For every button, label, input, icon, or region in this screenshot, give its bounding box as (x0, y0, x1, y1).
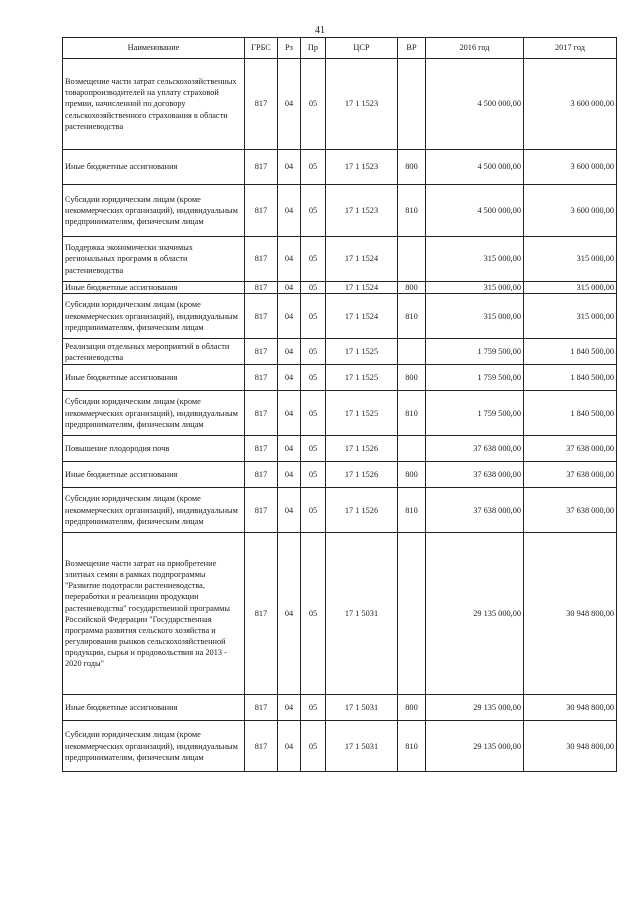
row-amount-2016: 1 759 500,00 (426, 391, 524, 436)
row-csr: 17 1 1526 (326, 462, 398, 488)
row-rz: 04 (278, 59, 301, 150)
row-name: Субсидии юридическим лицам (кроме некоммерческих организаций), индивидуальным предпринимателям, физическим лицам (63, 185, 245, 237)
table-body (63, 59, 617, 772)
row-grbs: 817 (245, 150, 278, 185)
row-vr (398, 436, 426, 462)
row-amount-2016: 4 500 000,00 (426, 59, 524, 150)
table-row (63, 436, 617, 462)
table-row (63, 339, 617, 365)
row-rz: 04 (278, 237, 301, 282)
row-name: Иные бюджетные ассигнования (63, 695, 245, 721)
row-vr: 810 (398, 721, 426, 772)
row-vr: 810 (398, 185, 426, 237)
row-name: Субсидии юридическим лицам (кроме некоммерческих организаций), индивидуальным предпринимателям, физическим лицам (63, 391, 245, 436)
row-amount-2017: 37 638 000,00 (524, 488, 617, 533)
row-vr: 800 (398, 695, 426, 721)
row-rz: 04 (278, 695, 301, 721)
row-grbs: 817 (245, 533, 278, 695)
row-name: Субсидии юридическим лицам (кроме некоммерческих организаций), индивидуальным предпринимателям, физическим лицам (63, 294, 245, 339)
row-pr: 05 (301, 721, 326, 772)
table-row (63, 365, 617, 391)
row-rz: 04 (278, 436, 301, 462)
row-grbs: 817 (245, 391, 278, 436)
row-rz: 04 (278, 294, 301, 339)
row-pr: 05 (301, 391, 326, 436)
row-pr: 05 (301, 185, 326, 237)
row-rz: 04 (278, 150, 301, 185)
row-vr (398, 237, 426, 282)
row-grbs: 817 (245, 721, 278, 772)
row-grbs: 817 (245, 59, 278, 150)
row-name: Иные бюджетные ассигнования (63, 150, 245, 185)
row-amount-2016: 37 638 000,00 (426, 488, 524, 533)
row-amount-2017: 3 600 000,00 (524, 59, 617, 150)
row-csr: 17 1 1526 (326, 488, 398, 533)
table-header-row (63, 38, 617, 59)
row-amount-2017: 1 840 500,00 (524, 339, 617, 365)
table-row (63, 282, 617, 294)
row-amount-2016: 29 135 000,00 (426, 533, 524, 695)
row-amount-2017: 1 840 500,00 (524, 365, 617, 391)
header-vr: ВР (398, 38, 426, 59)
row-amount-2016: 315 000,00 (426, 282, 524, 294)
row-amount-2016: 315 000,00 (426, 294, 524, 339)
row-name: Возмещение части затрат на приобретение элитных семян в рамках подпрограммы "Развитие подотрасли растениеводства, переработки и реализации продукции растениеводства" государственной программы Российской Федерации "Государственная программа развития сельского хозяйства и регулирования рынков сельскохозяйственной продукции, сырья и продовольствия на 2013 - 2020 годы" (63, 533, 245, 695)
row-name: Субсидии юридическим лицам (кроме некоммерческих организаций), индивидуальным предпринимателям, физическим лицам (63, 721, 245, 772)
row-amount-2017: 1 840 500,00 (524, 391, 617, 436)
row-pr: 05 (301, 237, 326, 282)
header-rz: Рз (278, 38, 301, 59)
table-row (63, 185, 617, 237)
row-vr (398, 533, 426, 695)
row-rz: 04 (278, 462, 301, 488)
table-row (63, 721, 617, 772)
row-amount-2016: 37 638 000,00 (426, 436, 524, 462)
row-vr: 810 (398, 391, 426, 436)
row-amount-2017: 37 638 000,00 (524, 462, 617, 488)
row-csr: 17 1 1523 (326, 185, 398, 237)
header-grbs: ГРБС (245, 38, 278, 59)
row-csr: 17 1 5031 (326, 533, 398, 695)
header-2017: 2017 год (524, 38, 617, 59)
row-amount-2016: 29 135 000,00 (426, 721, 524, 772)
row-name: Возмещение части затрат сельскохозяйственных товаропроизводителей на уплату страховой премии, начисленной по договору сельскохозяйственного страхования в области растениеводства (63, 59, 245, 150)
row-amount-2017: 315 000,00 (524, 282, 617, 294)
table-row (63, 294, 617, 339)
row-rz: 04 (278, 533, 301, 695)
row-grbs: 817 (245, 237, 278, 282)
row-csr: 17 1 1525 (326, 365, 398, 391)
row-name: Иные бюджетные ассигнования (63, 282, 245, 294)
row-amount-2016: 1 759 500,00 (426, 339, 524, 365)
row-grbs: 817 (245, 282, 278, 294)
row-pr: 05 (301, 462, 326, 488)
row-pr: 05 (301, 365, 326, 391)
row-csr: 17 1 1526 (326, 436, 398, 462)
row-name: Иные бюджетные ассигнования (63, 365, 245, 391)
table-row (63, 391, 617, 436)
row-vr: 800 (398, 282, 426, 294)
row-csr: 17 1 5031 (326, 721, 398, 772)
row-pr: 05 (301, 339, 326, 365)
table-row (63, 695, 617, 721)
row-vr: 810 (398, 488, 426, 533)
row-amount-2017: 30 948 800,00 (524, 695, 617, 721)
row-csr: 17 1 1523 (326, 59, 398, 150)
table-row (63, 237, 617, 282)
row-pr: 05 (301, 533, 326, 695)
row-pr: 05 (301, 294, 326, 339)
row-amount-2017: 315 000,00 (524, 237, 617, 282)
row-grbs: 817 (245, 294, 278, 339)
row-name: Реализация отдельных мероприятий в области растениеводства (63, 339, 245, 365)
row-name: Повышение плодородия почв (63, 436, 245, 462)
table-row (63, 59, 617, 150)
row-pr: 05 (301, 59, 326, 150)
header-pr: Пр (301, 38, 326, 59)
row-amount-2017: 3 600 000,00 (524, 150, 617, 185)
table-row (63, 462, 617, 488)
row-grbs: 817 (245, 365, 278, 391)
row-grbs: 817 (245, 185, 278, 237)
row-csr: 17 1 1524 (326, 237, 398, 282)
row-vr: 810 (398, 294, 426, 339)
row-name: Иные бюджетные ассигнования (63, 462, 245, 488)
row-rz: 04 (278, 185, 301, 237)
row-amount-2017: 3 600 000,00 (524, 185, 617, 237)
row-grbs: 817 (245, 488, 278, 533)
row-pr: 05 (301, 150, 326, 185)
row-csr: 17 1 5031 (326, 695, 398, 721)
row-csr: 17 1 1525 (326, 339, 398, 365)
row-csr: 17 1 1523 (326, 150, 398, 185)
table-row (63, 533, 617, 695)
row-vr (398, 339, 426, 365)
row-pr: 05 (301, 488, 326, 533)
table-row (63, 488, 617, 533)
row-rz: 04 (278, 365, 301, 391)
row-rz: 04 (278, 339, 301, 365)
row-vr: 800 (398, 365, 426, 391)
row-grbs: 817 (245, 695, 278, 721)
row-rz: 04 (278, 282, 301, 294)
row-name: Поддержка экономически значимых региональных программ в области растениеводства (63, 237, 245, 282)
budget-table (62, 37, 617, 772)
row-amount-2016: 29 135 000,00 (426, 695, 524, 721)
row-grbs: 817 (245, 462, 278, 488)
row-rz: 04 (278, 391, 301, 436)
row-pr: 05 (301, 695, 326, 721)
row-pr: 05 (301, 436, 326, 462)
row-amount-2016: 4 500 000,00 (426, 185, 524, 237)
row-rz: 04 (278, 488, 301, 533)
row-amount-2016: 1 759 500,00 (426, 365, 524, 391)
row-vr: 800 (398, 150, 426, 185)
header-csr: ЦСР (326, 38, 398, 59)
row-pr: 05 (301, 282, 326, 294)
row-rz: 04 (278, 721, 301, 772)
header-2016: 2016 год (426, 38, 524, 59)
row-amount-2017: 30 948 800,00 (524, 721, 617, 772)
header-name: Наименование (63, 38, 245, 59)
page-number: 41 (315, 25, 325, 36)
row-amount-2016: 37 638 000,00 (426, 462, 524, 488)
row-amount-2017: 30 948 800,00 (524, 533, 617, 695)
row-name: Субсидии юридическим лицам (кроме некоммерческих организаций), индивидуальным предпринимателям, физическим лицам (63, 488, 245, 533)
row-csr: 17 1 1524 (326, 294, 398, 339)
row-vr: 800 (398, 462, 426, 488)
row-vr (398, 59, 426, 150)
row-amount-2016: 4 500 000,00 (426, 150, 524, 185)
row-amount-2016: 315 000,00 (426, 237, 524, 282)
row-grbs: 817 (245, 436, 278, 462)
row-csr: 17 1 1525 (326, 391, 398, 436)
row-csr: 17 1 1524 (326, 282, 398, 294)
row-amount-2017: 315 000,00 (524, 294, 617, 339)
row-grbs: 817 (245, 339, 278, 365)
row-amount-2017: 37 638 000,00 (524, 436, 617, 462)
table-row (63, 150, 617, 185)
